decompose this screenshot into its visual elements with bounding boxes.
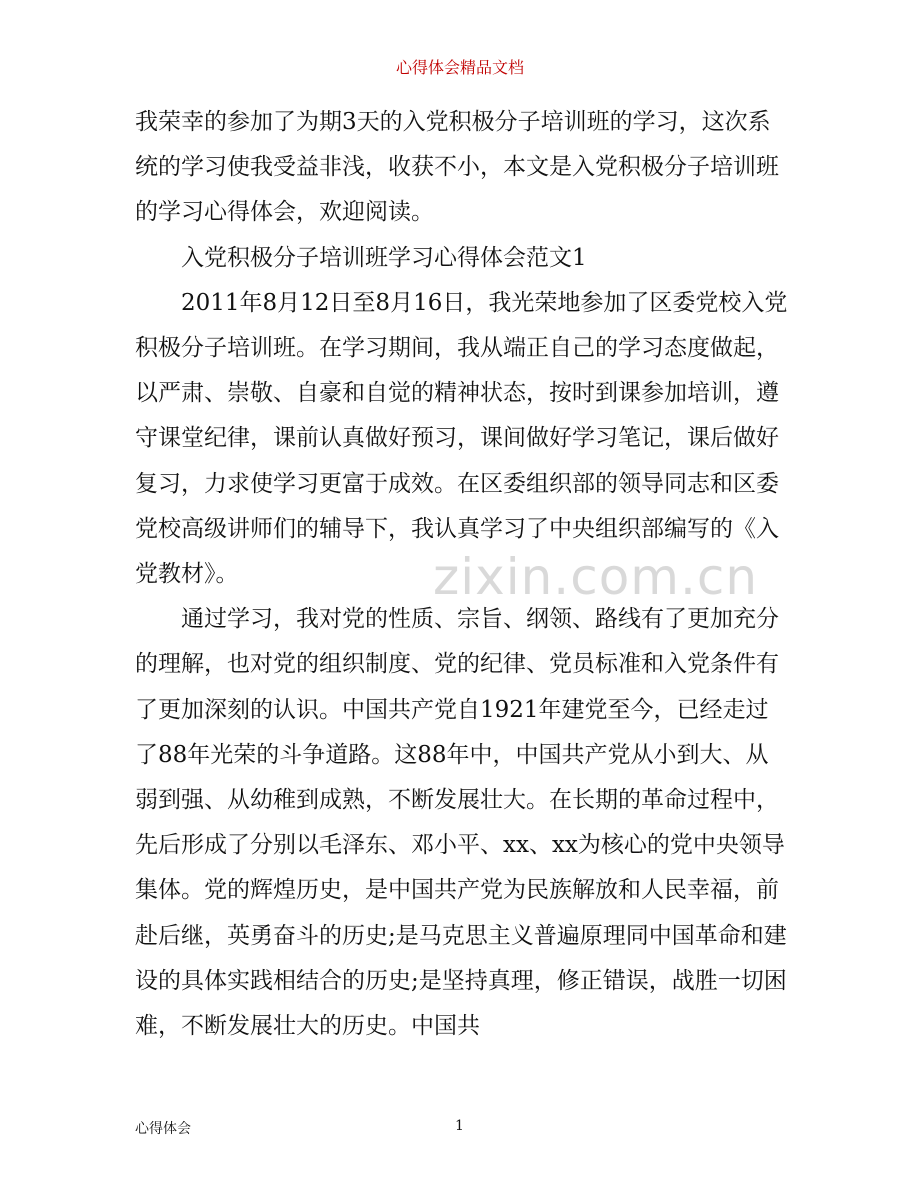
body-paragraph: 通过学习，我对党的性质、宗旨、纲领、路线有了更加充分的理解，也对党的组织制度、党的纪律、党员标准和入党条件有了更加深刻的认识。中国共产党自1921年建党至今，已经走过了88年光荣的斗争道路。这88年中，中国共产党从小到大、从弱到强、从幼稚到成熟，不断发展壮大。在长期的革命过程中，先后形成了分别以毛泽东、邓小平、xx、xx为核心的党中央领导集体。党的辉煌历史，是中国共产党为民族解放和人民幸福，前赴后继，英勇奋斗的历史;是马克思主义普遍原理同中国革命和建设的具体实践相结合的历史;是坚持真理，修正错误，战胜一切困难，不断发展壮大的历史。中国共 — [135, 606, 787, 1040]
intro-paragraph: 我荣幸的参加了为期3天的入党积极分子培训班的学习，这次系统的学习使我受益非浅，收获不小，本文是入党积极分子培训班的学习心得体会，欢迎阅读。 — [135, 109, 779, 226]
watermark-text: zixin.com.cn — [433, 548, 759, 606]
document-body — [135, 100, 790, 1049]
section-title: 入党积极分子培训班学习心得体会范文1 — [181, 244, 587, 271]
document-header: 心得体会精品文档 — [395, 58, 524, 77]
footer-label: 心得体会 — [135, 1121, 191, 1137]
body-paragraph: 2011年8月12日至8月16日，我光荣地参加了区委党校入党积极分子培训班。在学习期间，我从端正自己的学习态度做起，以严肃、崇敬、自豪和自觉的精神状态，按时到课参加培训，遵守课堂纪律，课前认真做好预习，课间做好学习笔记，课后做好复习，力求使学习更富于成效。在区委组织部的领导同志和区委党校高级讲师们的辅导下，我认真学习了中央组织部编写的《入党教材》。 — [135, 289, 788, 588]
page-number: 1 — [455, 1118, 464, 1134]
